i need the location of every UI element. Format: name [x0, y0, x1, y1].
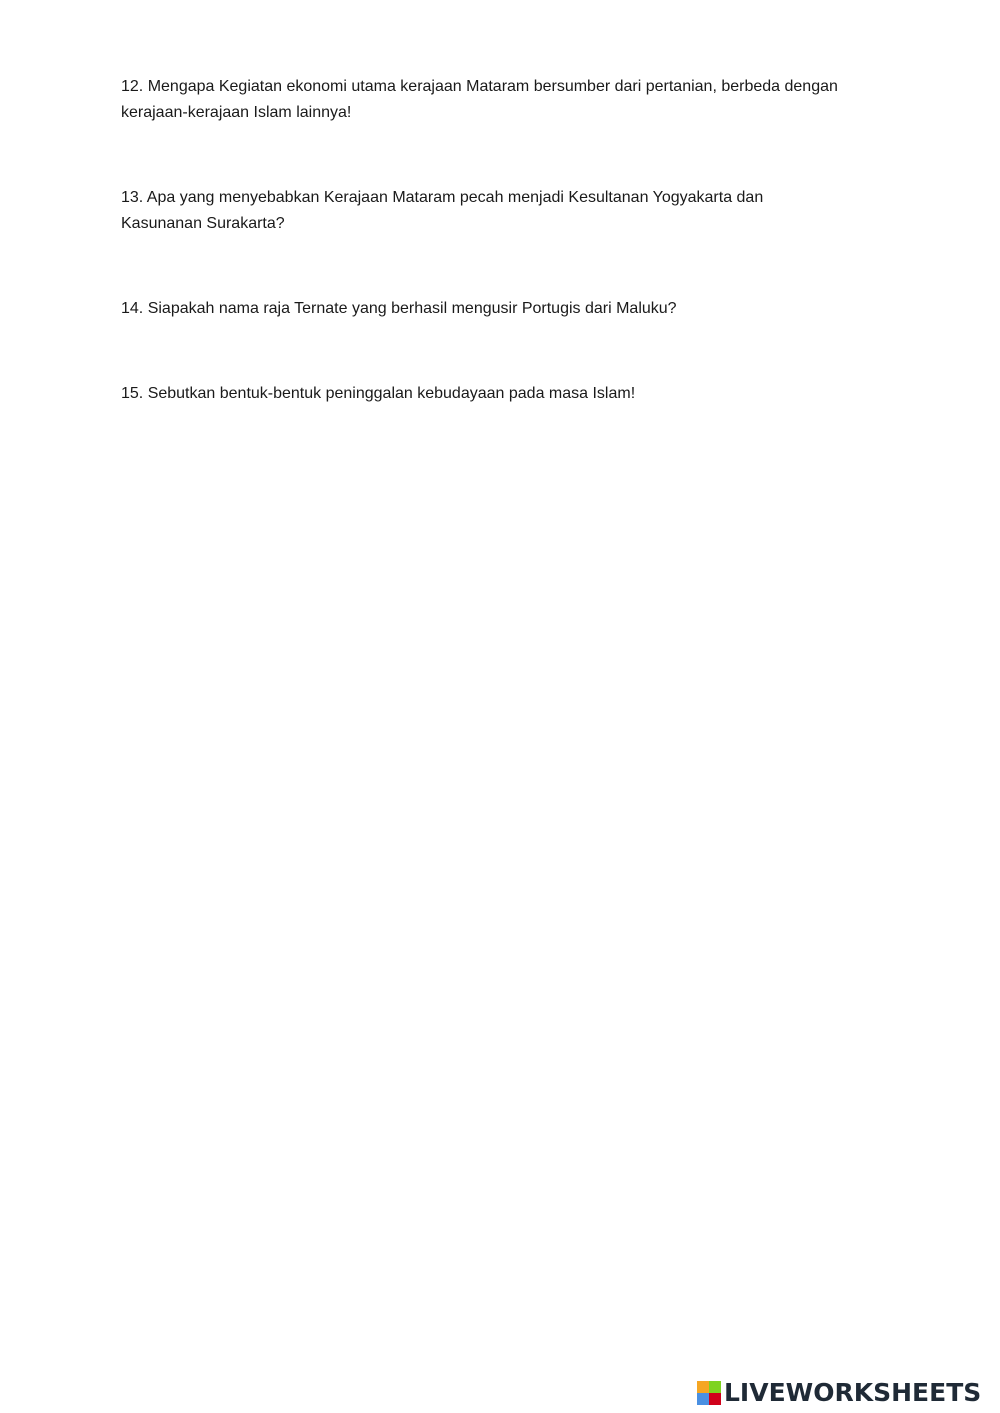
- question-14: 14. Siapakah nama raja Ternate yang berhasil mengusir Portugis dari Maluku?: [121, 300, 677, 317]
- brand-name: LIVEWORKSHEETS: [724, 1378, 982, 1407]
- liveworksheets-logo-icon: [697, 1381, 721, 1405]
- liveworksheets-brand: [697, 1378, 981, 1408]
- question-12: 12. Mengapa Kegiatan ekonomi utama kerajaan Mataram bersumber dari pertanian, berbeda dengan kerajaan-kerajaan Islam lainnya!: [121, 78, 838, 121]
- question-15: 15. Sebutkan bentuk-bentuk peninggalan kebudayaan pada masa Islam!: [121, 385, 636, 402]
- question-13: 13. Apa yang menyebabkan Kerajaan Mataram pecah menjadi Kesultanan Yogyakarta dan Kasunanan Surakarta?: [121, 189, 764, 232]
